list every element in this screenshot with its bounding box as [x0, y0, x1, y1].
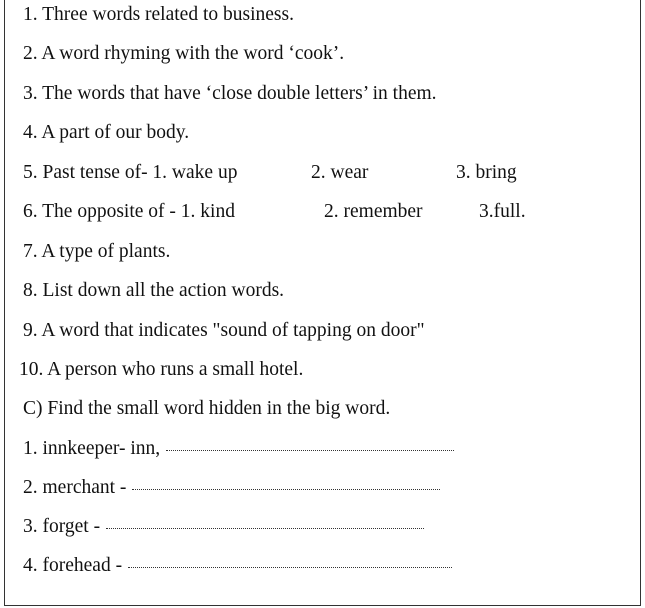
hidden-word-item-1-text: 1. innkeeper- inn,	[23, 438, 161, 459]
question-4-text: 4. A part of our body.	[23, 122, 190, 143]
question-7	[23, 240, 170, 264]
question-4	[23, 121, 189, 145]
answer-blank-4[interactable]	[128, 566, 452, 568]
question-9-text: 9. A word that indicates "sound of tapping on door"	[23, 320, 425, 341]
question-2	[23, 42, 344, 66]
section-c-heading-text: C) Find the small word hidden in the big word.	[23, 398, 391, 419]
section-c-heading	[23, 397, 390, 421]
question-5-option-3: 3. bring	[456, 162, 517, 183]
question-3-text: 3. The words that have ‘close double letters’ in them.	[23, 83, 437, 104]
question-8-text: 8. List down all the action words.	[23, 280, 285, 301]
answer-blank-1[interactable]	[166, 449, 454, 451]
question-9	[23, 319, 425, 343]
hidden-word-item-2	[23, 476, 440, 500]
answer-blank-2[interactable]	[132, 488, 440, 490]
question-2-text: 2. A word rhyming with the word ‘cook’.	[23, 43, 345, 64]
question-7-text: 7. A type of plants.	[23, 241, 171, 262]
hidden-word-item-3-text: 3. forget -	[23, 516, 101, 537]
question-5-text: 5. Past tense of- 1. wake up	[23, 162, 238, 183]
question-6-option-2: 2. remember	[324, 201, 423, 222]
question-5-option-2: 2. wear	[311, 162, 369, 183]
question-10-text: 10. A person who runs a small hotel.	[19, 359, 304, 380]
question-10	[19, 358, 303, 382]
worksheet-page	[4, 0, 641, 606]
hidden-word-item-2-text: 2. merchant -	[23, 477, 127, 498]
hidden-word-item-1	[23, 437, 454, 461]
answer-blank-3[interactable]	[106, 527, 424, 529]
question-8	[23, 279, 284, 303]
hidden-word-item-4	[23, 554, 452, 578]
hidden-word-item-3	[23, 515, 424, 539]
question-1-text: 1. Three words related to business.	[23, 4, 294, 25]
question-5	[23, 161, 623, 185]
question-6-option-3: 3.full.	[479, 201, 526, 222]
question-3	[23, 82, 437, 106]
hidden-word-item-4-text: 4. forehead -	[23, 555, 123, 576]
question-6-text: 6. The opposite of - 1. kind	[23, 201, 235, 222]
question-6	[23, 200, 623, 224]
question-1	[23, 3, 294, 27]
